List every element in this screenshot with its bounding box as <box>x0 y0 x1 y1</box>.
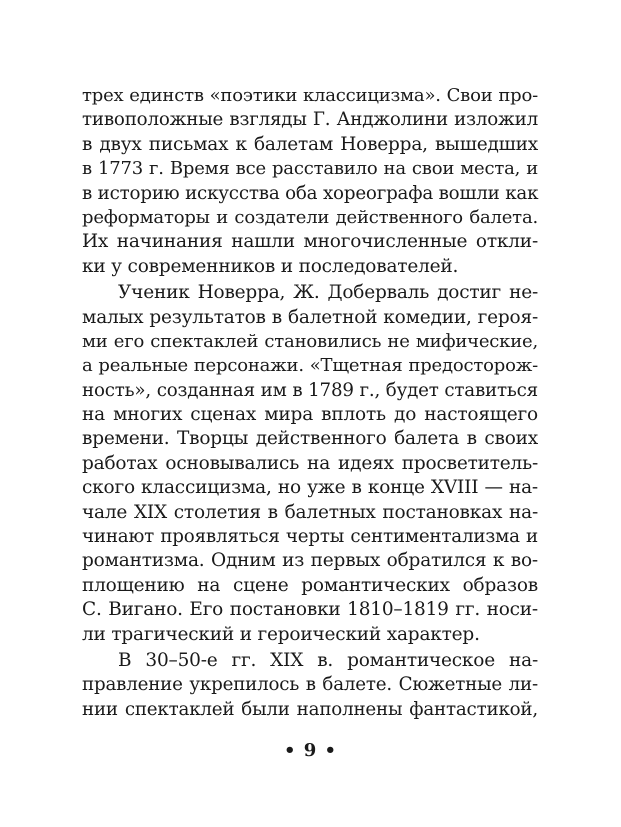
text-line: малых результатов в балетной комедии, героя- <box>82 306 538 328</box>
page-number: • 9 • <box>283 740 338 761</box>
text-line: ки у современников и последователей. <box>82 255 459 277</box>
text-line: тивоположные взгляды Г. Анджолини изложил <box>82 109 538 131</box>
text-line: ми его спектаклей становились не мифические, <box>82 330 538 352</box>
text-line: в историю искусства оба хореографа вошли как <box>82 182 539 204</box>
text-line: на многих сценах мира вплоть до настоящего <box>82 404 538 426</box>
body-text <box>82 84 538 722</box>
text-line: ность», созданная им в 1789 г., будет ставиться <box>82 379 538 401</box>
text-line: правление укрепилось в балете. Сюжетные ли- <box>82 674 538 696</box>
text-line: работах основывались на идеях просветитель- <box>82 452 538 474</box>
text-line: В 30–50-е гг. XIX в. романтическое на- <box>118 649 538 671</box>
text-line: трех единств «поэтики классицизма». Свои про- <box>82 85 538 106</box>
text-line: нии спектаклей были наполнены фантастикой, <box>82 698 538 720</box>
text-line: реформаторы и создатели действенного балета. <box>82 206 538 228</box>
text-line: романтизма. Одним из первых обратился к во- <box>82 550 538 572</box>
text-line: С. Вигано. Его постановки 1810–1819 гг. носи- <box>82 599 538 621</box>
text-line: ского классицизма, но уже в конце XVIII — на- <box>82 477 538 499</box>
text-line: а реальные персонажи. «Тщетная предосторож- <box>82 355 538 377</box>
text-line: Их начинания нашли многочисленные откли- <box>82 231 538 253</box>
text-line: чале XIX столетия в балетных постановках на- <box>82 501 538 523</box>
text-line: ли трагический и героический характер. <box>82 623 480 645</box>
text-line: времени. Творцы действенного балета в своих <box>82 428 538 450</box>
text-line: площению на сцене романтических образов <box>82 574 538 596</box>
text-line: в двух письмах к балетам Новерра, вышедших <box>82 133 538 155</box>
text-line: в 1773 г. Время все расставило на свои места, и <box>82 158 538 180</box>
text-line: Ученик Новерра, Ж. Доберваль достиг не- <box>118 282 538 304</box>
text-line: чинают проявляться черты сентиментализма и <box>82 526 538 548</box>
